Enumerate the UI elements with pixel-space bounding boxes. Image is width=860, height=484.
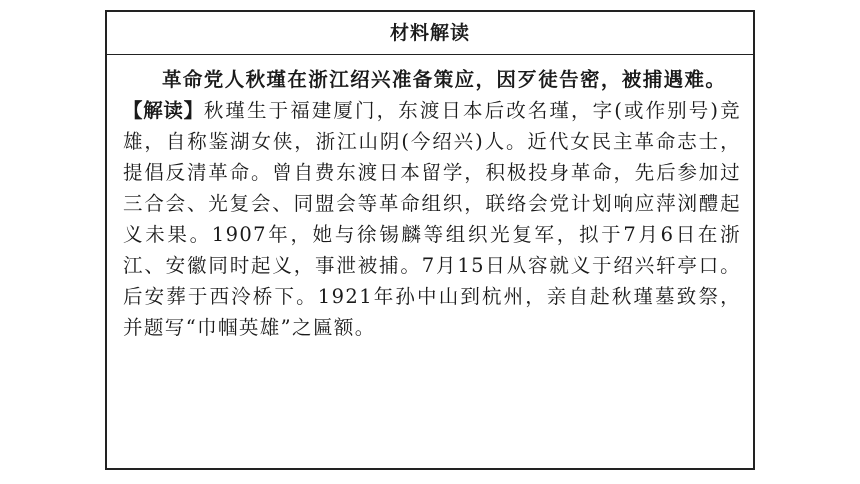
- interpretation-text: 秋瑾生于福建厦门，东渡日本后改名瑾，字(或作别号)竞雄，自称鉴湖女侠，浙江山阴(今绍兴)人。近代女民主革命志士，提倡反清革命。曾自费东渡日本留学，积极投身革命，先后参加过三合会、光复会、同盟会等革命组织，联络会党计划响应萍浏醴起义未果。1907年，她与徐锡麟等组织光复军，拟于7月6日在浙江、安徽同时起义，事泄被捕。7月15日从容就义于绍兴轩亭口。后安葬于西泠桥下。1921年孙中山到杭州，亲自赴秋瑾墓致祭，并题写“巾帼英雄”之匾额。: [123, 99, 741, 339]
- interpretation-paragraph: [123, 95, 741, 343]
- interpretation-label: 【解读】: [123, 99, 204, 122]
- material-interpretation-box: [105, 10, 755, 470]
- box-body: [123, 64, 741, 343]
- material-paragraph: 革命党人秋瑾在浙江绍兴准备策应，因歹徒告密，被捕遇难。: [162, 68, 727, 91]
- box-title: 材料解读: [107, 12, 753, 55]
